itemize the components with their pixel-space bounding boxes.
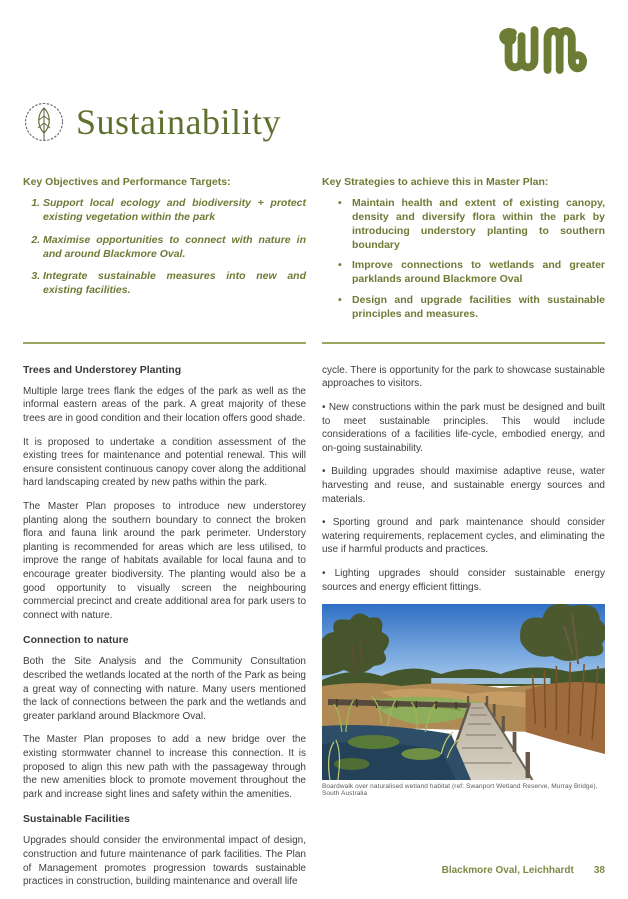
body-left-column (23, 352, 306, 899)
body-columns (23, 352, 605, 899)
section-heading-trees: Trees and Understorey Planting (23, 363, 182, 376)
paragraph: The Master Plan proposes to add a new bridge over the existing stormwater channel to increase this connection. It is proposed to align this new path with the passageway through the new amenities block to promote movement throughout the park and increase sight lines and safety within the amenities. (23, 734, 306, 800)
footer-page-number: 38 (593, 865, 605, 876)
paragraph: Both the Site Analysis and the Community Consultation described the wetlands located at the north of the Park as being a great way of connecting with nature. Many users mentioned the lack of connections between the park and the wetlands and greater parkland around Blackmore Oval. (23, 656, 306, 722)
paragraph-continuation: cycle. There is opportunity for the park to showcase sustainable approaches to visitors. (322, 364, 605, 390)
leaf-circle-icon (23, 98, 65, 146)
paragraph: Multiple large trees flank the edges of the park as well as the informal eastern areas of the park. A great majority of these trees are in good condition and their location offers good shade. (23, 385, 306, 425)
page-title: Sustainability (76, 102, 281, 142)
paragraph: It is proposed to undertake a condition assessment of the existing trees for maintenance and potential renewal. This will ensure consistent continuous canopy cover along the additional hard landscaping created by new paths within the park. (23, 436, 306, 489)
bullet-paragraph: • Lighting upgrades should consider sustainable energy sources and energy efficient fittings. (322, 567, 605, 594)
key-objectives-column (23, 176, 306, 344)
wm-logo-icon (497, 24, 605, 76)
bullet-paragraph: • Building upgrades should maximise adaptive reuse, water harvesting and reuse, and sustainable energy sources and materials. (322, 465, 605, 506)
objective-item: 1. Support local ecology and biodiversity + protect existing vegetation within the park (43, 197, 306, 225)
objectives-heading: Key Objectives and Performance Targets: (23, 176, 231, 188)
paragraph: Upgrades should consider the environmental impact of design, construction and future maintenance of park facilities. The Plan of Management promotes progression towards sustainable practices in construction, building maintenance and overall life (23, 835, 306, 888)
strategy-item: • Design and upgrade facilities with sustainable principles and measures. (338, 294, 605, 322)
key-strategies-column (322, 176, 605, 344)
bullet-paragraph: • Sporting ground and park maintenance should consider watering requirements, replacement cycles, and eliminating the use if harmful products and practices. (322, 516, 605, 557)
objective-item: 3. Integrate sustainable measures into new and existing facilities. (43, 270, 306, 298)
objective-item: 2. Maximise opportunities to connect with nature in and around Blackmore Oval. (43, 234, 306, 262)
body-right-column (322, 352, 605, 899)
strategy-item: • Improve connections to wetlands and greater parklands around Blackmore Oval (338, 259, 605, 287)
wetland-boardwalk-photo (322, 604, 605, 780)
key-section (23, 176, 605, 344)
strategies-heading: Key Strategies to achieve this in Master Plan: (322, 176, 549, 188)
strategies-list (322, 197, 605, 322)
strategy-item: • Maintain health and extent of existing canopy, density and diversify flora within the park by introducing understory planting to southern boundary (338, 197, 605, 252)
section-heading-connection: Connection to nature (23, 634, 129, 647)
section-heading-facilities: Sustainable Facilities (23, 813, 130, 826)
bullet-paragraph: • New constructions within the park must be designed and built to meet sustainable principles. This would include considerations of a facilities life-cycle, embodied energy, and on-going sustainability. (322, 401, 605, 455)
paragraph: The Master Plan proposes to introduce new understorey planting along the southern boundary to connect the broken flora and fauna link around the park perimeter. Understory planting is recommended for areas which are less utilised, to improve the range of habitats available for local fauna and to encourage greater biodiversity. The planting would also be a good opportunity to visually screen the neighbouring commercial precinct and create additional area for park users to connect with nature. (23, 501, 306, 621)
photo-caption: Boardwalk over naturalised wetland habitat (ref: Swanport Wetland Reserve, Murray Bridge), South Australia (322, 783, 598, 798)
page-footer (442, 865, 605, 876)
footer-location: Blackmore Oval, Leichhardt (441, 865, 574, 876)
objectives-list (23, 197, 306, 298)
